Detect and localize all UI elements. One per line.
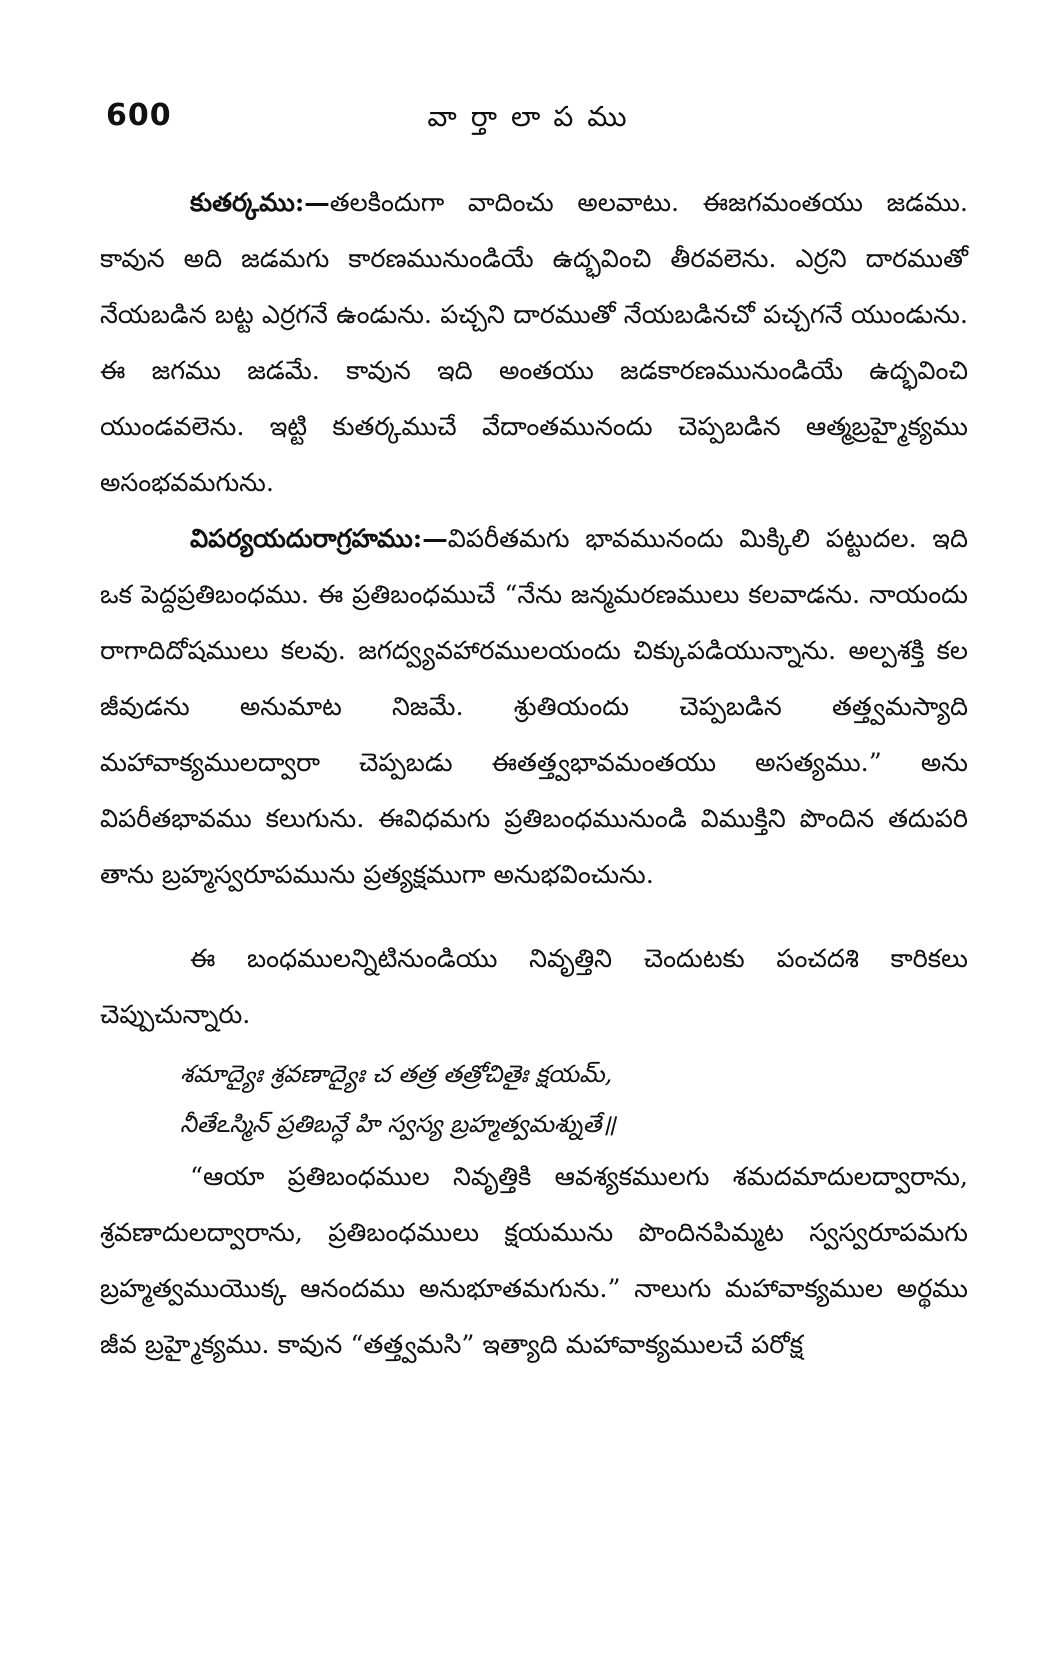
paragraph-term: కుతర్కము:— xyxy=(190,188,330,218)
page-number: 600 xyxy=(106,98,172,133)
paragraph-text: విపరీతమగు భావమునందు మిక్కిలి పట్టుదల. ఇది ఒక పెద్దప్రతిబంధము. ఈ ప్రతిబంధముచే “నేను జన్మమరణములు కలవాడను. నాయందు రాగాదిదోషములు కలవు. జగద్వ్యవహారములయందు చిక్కుపడియున్నాను. అల్పశక్తి కల జీవుడను అనుమాట నిజమే. శ్రుతియందు చెప్పబడిన తత్త్వమస్యాది మహావాక్యములద్వారా చెప్పబడు ఈతత్త్వభావమంతయు అసత్యము.” అను విపరీతభావము కలుగును. ఈవిధమగు ప్రతిబంధమునుండి విముక్తిని పొందిన తదుపరి తాను బ్రహ్మస్వరూపమును ప్రత్యక్షముగా అనుభవించును. xyxy=(100,524,968,890)
paragraph-bandhamulu xyxy=(100,931,968,1043)
page-header xyxy=(100,98,968,142)
page-body xyxy=(100,175,968,1373)
paragraph-closing: “ఆయా ప్రతిబంధముల నివృత్తికి ఆవశ్యకములగు శమదమాదులద్వారాను, శ్రవణాదులద్వారాను, ప్రతిబంధములు క్షయమును పొందినపిమ్మట స్వస్వరూపమగు బ్రహ్మత్వముయొక్క ఆనందము అనుభూతమగును.” నాలుగు మహావాక్యముల అర్థము జీవ బ్రహ్మైక్యము. కావున “తత్త్వమసి” ఇత్యాది మహావాక్యములచే పరోక్ష xyxy=(100,1162,968,1360)
paragraph-term: విపర్యయదురాగ్రహము:— xyxy=(190,524,448,554)
verse-line-1: శమాద్యైః శ్రవణాద్యైః చ తత్ర తత్రోచితైః క్షయమ్, xyxy=(180,1060,613,1088)
sanskrit-verse xyxy=(100,1049,968,1149)
paragraph-kutarkamu xyxy=(100,175,968,511)
paragraph-text: ఈ బంధములన్నిటినుండియు నివృత్తిని చెందుటకు పంచదశి కారికలు చెప్పుచున్నారు. xyxy=(100,944,968,1030)
paragraph-viparyaya xyxy=(100,511,968,903)
running-title: వార్తాలాపము xyxy=(427,100,641,133)
paragraph-text: తలకిందుగా వాదించు అలవాటు. ఈజగమంతయు జడము. కావున అది జడమగు కారణమునుండియే ఉద్భవించి తీరవలెను. ఎర్రని దారముతో నేయబడిన బట్ట ఎర్రగనే ఉండును. పచ్చని దారముతో నేయబడినచో పచ్చగనే యుండును. ఈ జగము జడమే. కావున ఇది అంతయు జడకారణమునుండియే ఉద్భవించి యుండవలెను. ఇట్టి కుతర్కముచే వేదాంతమునందు చెప్పబడిన ఆత్మబ్రహ్మైక్యము అసంభవమగును. xyxy=(100,188,968,498)
verse-line-2: నీతేఽస్మిన్ ప్రతిబన్ధే హి స్వస్య బ్రహ్మత్వమశ్నుతే॥ xyxy=(180,1110,616,1138)
